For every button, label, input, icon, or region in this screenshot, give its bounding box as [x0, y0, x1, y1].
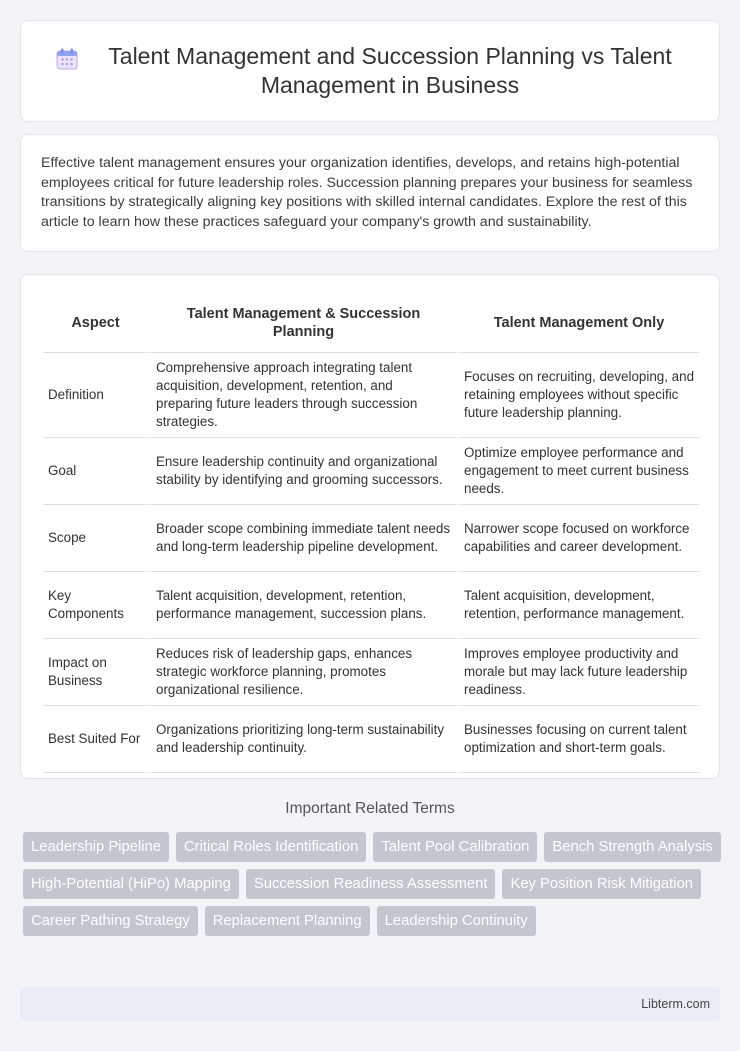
related-term-tag[interactable]: High-Potential (HiPo) Mapping	[23, 869, 239, 899]
title-card	[20, 20, 720, 122]
footer-brand-link[interactable]: Libterm.com	[641, 997, 710, 1011]
intro-card	[20, 134, 720, 252]
row-tm-only: Improves employee productivity and morale but may lack future leadership readiness.	[456, 639, 699, 706]
related-term-tag[interactable]: Career Pathing Strategy	[23, 906, 198, 936]
footer	[20, 987, 720, 1021]
row-aspect: Impact on Business	[43, 639, 148, 706]
row-tm-succession: Broader scope combining immediate talent needs and long-term leadership pipeline development.	[148, 505, 456, 572]
table-row	[43, 353, 699, 438]
row-tm-succession: Reduces risk of leadership gaps, enhances strategic workforce planning, promotes organizational resilience.	[148, 639, 456, 706]
related-term-tag[interactable]: Bench Strength Analysis	[544, 832, 720, 862]
row-tm-succession: Organizations prioritizing long-term sustainability and leadership continuity.	[148, 706, 456, 773]
row-aspect: Scope	[43, 505, 148, 572]
table-row	[43, 572, 699, 639]
table-header-row	[43, 293, 699, 353]
related-terms-title: Important Related Terms	[285, 800, 455, 817]
table-row	[43, 706, 699, 773]
row-tm-succession: Talent acquisition, development, retention, performance management, succession plans.	[148, 572, 456, 639]
header-tm-succession: Talent Management & Succession Planning	[148, 293, 456, 353]
related-term-tag[interactable]: Succession Readiness Assessment	[246, 869, 496, 899]
related-term-tag[interactable]: Critical Roles Identification	[176, 832, 366, 862]
row-tm-succession: Ensure leadership continuity and organizational stability by identifying and grooming successors.	[148, 438, 456, 505]
row-tm-only: Talent acquisition, development, retention, performance management.	[456, 572, 699, 639]
table-row	[43, 639, 699, 706]
row-tm-only: Narrower scope focused on workforce capabilities and career development.	[456, 505, 699, 572]
comparison-table	[43, 293, 699, 773]
intro-paragraph: Effective talent management ensures your organization identifies, develops, and retains high-potential employees critical for future leadership roles. Succession planning prepares your business for seamless transitions by strategically aligning key positions with skilled internal candidates. Explore the rest of this article to learn how these practices safeguard your company's growth and sustainability.	[41, 155, 693, 230]
calendar-icon	[55, 47, 79, 71]
page-title: Talent Management and Succession Planning vs Talent Management in Business	[108, 43, 672, 98]
table-row	[43, 505, 699, 572]
row-aspect: Key Components	[43, 572, 148, 639]
related-terms-list	[23, 832, 723, 936]
table-row	[43, 438, 699, 505]
related-term-tag[interactable]: Leadership Continuity	[377, 906, 536, 936]
row-aspect: Goal	[43, 438, 148, 505]
related-term-tag[interactable]: Leadership Pipeline	[23, 832, 169, 862]
comparison-card	[20, 274, 720, 779]
row-aspect: Definition	[43, 353, 148, 438]
row-tm-only: Businesses focusing on current talent optimization and short-term goals.	[456, 706, 699, 773]
header-tm-only: Talent Management Only	[456, 293, 699, 353]
row-tm-only: Optimize employee performance and engagement to meet current business needs.	[456, 438, 699, 505]
related-term-tag[interactable]: Replacement Planning	[205, 906, 370, 936]
row-tm-only: Focuses on recruiting, developing, and retaining employees without specific future leadership planning.	[456, 353, 699, 438]
row-aspect: Best Suited For	[43, 706, 148, 773]
related-term-tag[interactable]: Talent Pool Calibration	[373, 832, 537, 862]
row-tm-succession: Comprehensive approach integrating talent acquisition, development, retention, and preparing future leaders through succession strategies.	[148, 353, 456, 438]
header-aspect: Aspect	[43, 293, 148, 353]
related-term-tag[interactable]: Key Position Risk Mitigation	[502, 869, 701, 899]
